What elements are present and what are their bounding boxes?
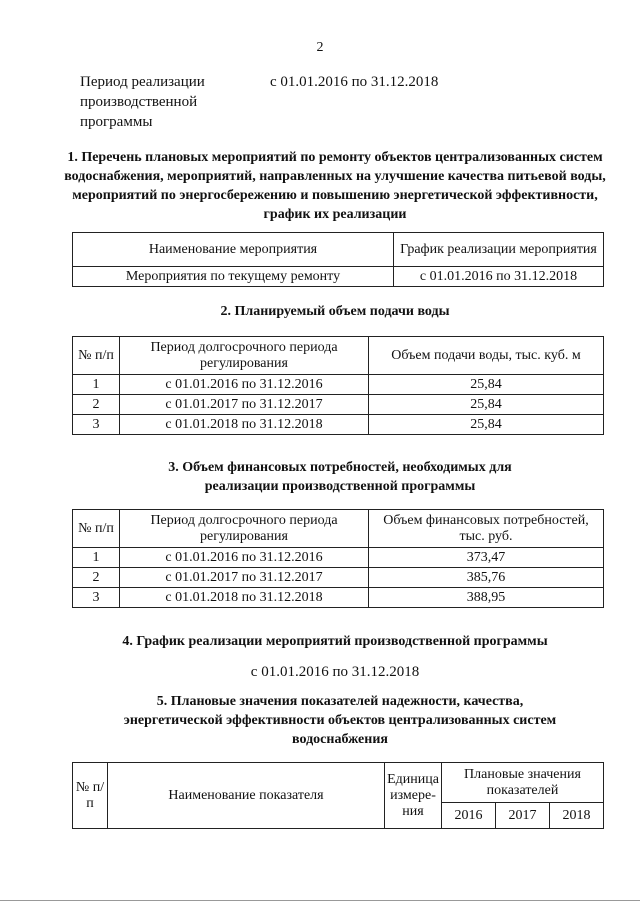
table-row [73, 568, 604, 588]
cell: 2 [73, 568, 120, 588]
header-number: № п/п [73, 337, 120, 375]
section-5-table [72, 762, 604, 829]
section-4-period: с 01.01.2016 по 31.12.2018 [250, 664, 420, 680]
cell: 3 [73, 588, 120, 608]
year-header: 2016 [442, 803, 496, 829]
table-row [73, 375, 604, 395]
header-indicator-name: Наименование показателя [108, 763, 385, 829]
cell: 2 [73, 395, 120, 415]
header-finance: Объем финансовых потребностей, тыс. руб. [369, 510, 604, 548]
page-number: 2 [316, 40, 324, 55]
section-1-table [72, 232, 604, 287]
cell: 3 [73, 415, 120, 435]
cell: 25,84 [369, 415, 604, 435]
header-number: № п/п [73, 763, 108, 829]
table-row [73, 395, 604, 415]
page-edge-line [0, 900, 640, 901]
cell: с 01.01.2017 по 31.12.2017 [120, 395, 369, 415]
program-period [80, 72, 439, 132]
cell: с 01.01.2016 по 31.12.2016 [120, 548, 369, 568]
header-number: № п/п [73, 510, 120, 548]
cell: с 01.01.2018 по 31.12.2018 [120, 415, 369, 435]
header-volume: Объем подачи воды, тыс. куб. м [369, 337, 604, 375]
period-label: Период реализации производственной программы [80, 74, 205, 130]
table-row [73, 267, 604, 287]
header-planned-values: Плановые значения показателей [442, 763, 604, 803]
cell: 25,84 [369, 375, 604, 395]
cell: с 01.01.2018 по 31.12.2018 [120, 588, 369, 608]
cell: 25,84 [369, 395, 604, 415]
table-row [73, 588, 604, 608]
section-1-title: 1. Перечень плановых мероприятий по ремонту объектов централизованных систем водоснабжения, мероприятий, направленных на улучшение качества питьевой воды, мероприятий по энергосбережению и повышению энергетической эффективности, график их реализации [64, 150, 606, 222]
section-3-title: 3. Объем финансовых потребностей, необходимых для реализации производственной программы [168, 460, 512, 494]
section-2-table [72, 336, 604, 435]
cell: с 01.01.2017 по 31.12.2017 [120, 568, 369, 588]
cell: с 01.01.2016 по 31.12.2018 [394, 267, 604, 287]
cell: 1 [73, 548, 120, 568]
header-unit: Единица измере-ния [385, 763, 442, 829]
cell: 388,95 [369, 588, 604, 608]
table-row [73, 548, 604, 568]
cell: Мероприятия по текущему ремонту [73, 267, 394, 287]
table-row [73, 415, 604, 435]
header-period: Период долгосрочного периода регулирования [120, 510, 369, 548]
year-header: 2018 [549, 803, 603, 829]
cell: с 01.01.2016 по 31.12.2016 [120, 375, 369, 395]
cell: 373,47 [369, 548, 604, 568]
period-value: с 01.01.2016 по 31.12.2018 [270, 74, 439, 90]
year-header: 2017 [495, 803, 549, 829]
section-2-title: 2. Планируемый объем подачи воды [220, 304, 450, 319]
section-3-table [72, 509, 604, 608]
section-5-title: 5. Плановые значения показателей надежности, качества, энергетической эффективности объектов централизованных систем водоснабжения [123, 694, 557, 747]
header-schedule: График реализации мероприятия [394, 233, 604, 267]
header-activity-name: Наименование мероприятия [73, 233, 394, 267]
header-period: Период долгосрочного периода регулирования [120, 337, 369, 375]
cell: 1 [73, 375, 120, 395]
section-4-title: 4. График реализации мероприятий производственной программы [122, 634, 548, 649]
cell: 385,76 [369, 568, 604, 588]
